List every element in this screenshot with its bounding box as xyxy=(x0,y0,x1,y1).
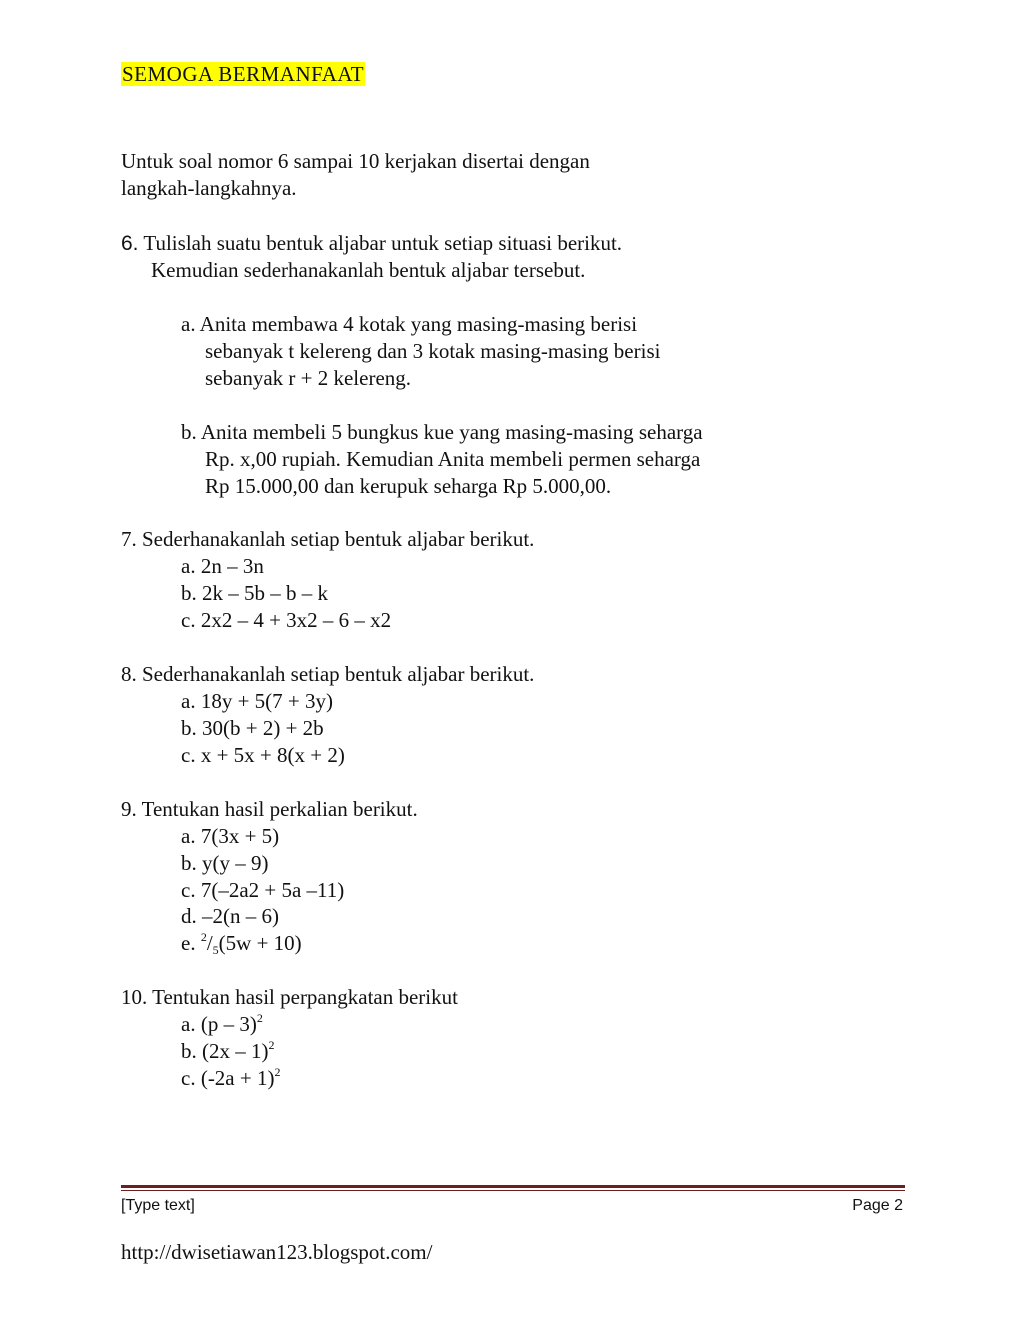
q9-e-rest: (5w + 10) xyxy=(218,931,302,955)
q6-text-1: Tulislah suatu bentuk aljabar untuk setiap situasi berikut. xyxy=(138,231,623,255)
q6b-line-1: b. Anita membeli 5 bungkus kue yang masing-masing seharga xyxy=(181,420,703,444)
intro-line-2: langkah-langkahnya. xyxy=(121,176,297,200)
intro-line-1: Untuk soal nomor 6 sampai 10 kerjakan disertai dengan xyxy=(121,149,590,173)
q7-item-a: a. 2n – 3n xyxy=(181,554,264,578)
q6a-line-1: a. Anita membawa 4 kotak yang masing-masing berisi xyxy=(181,312,638,336)
q6b-line-2: Rp. x,00 rupiah. Kemudian Anita membeli permen seharga xyxy=(205,447,701,471)
footer-divider-thin xyxy=(121,1190,905,1191)
q10-c-text: c. (-2a + 1) xyxy=(181,1066,275,1090)
q10-a-exponent: 2 xyxy=(256,1011,263,1025)
q7-item-b: b. 2k – 5b – b – k xyxy=(181,581,328,605)
q10-c-exponent: 2 xyxy=(274,1065,281,1079)
q9-item-c: c. 7(–2a2 + 5a –11) xyxy=(181,878,345,902)
q6-line-1 xyxy=(121,230,622,257)
q9-e-prefix: e. xyxy=(181,931,201,955)
q10-b-exponent: 2 xyxy=(268,1038,275,1052)
q6-line-2: Kemudian sederhanakanlah bentuk aljabar tersebut. xyxy=(151,258,586,282)
q9-item-e xyxy=(181,930,302,957)
q10-b-text: b. (2x – 1) xyxy=(181,1039,269,1063)
q9-title: 9. Tentukan hasil perkalian berikut. xyxy=(121,797,418,821)
q8-title: 8. Sederhanakanlah setiap bentuk aljabar berikut. xyxy=(121,662,535,686)
banner-heading xyxy=(121,61,365,88)
q8-item-a: a. 18y + 5(7 + 3y) xyxy=(181,689,333,713)
footer-left-text: [Type text] xyxy=(121,1197,195,1214)
q10-title: 10. Tentukan hasil perpangkatan berikut xyxy=(121,985,458,1009)
q9-item-a: a. 7(3x + 5) xyxy=(181,824,280,848)
q9-item-b: b. y(y – 9) xyxy=(181,851,269,875)
q6b-line-3: Rp 15.000,00 dan kerupuk seharga Rp 5.000,00. xyxy=(205,474,612,498)
q9-e-numerator: 2 xyxy=(200,930,207,944)
footer-url[interactable]: http://dwisetiawan123.blogspot.com/ xyxy=(121,1240,433,1264)
q8-item-b: b. 30(b + 2) + 2b xyxy=(181,716,324,740)
q8-item-c: c. x + 5x + 8(x + 2) xyxy=(181,743,345,767)
q9-e-denominator: 5 xyxy=(212,943,219,957)
q10-item-a xyxy=(181,1011,263,1038)
highlighted-banner: SEMOGA BERMANFAAT xyxy=(122,62,365,86)
q7-title: 7. Sederhanakanlah setiap bentuk aljabar berikut. xyxy=(121,527,535,551)
q9-e-slash: / xyxy=(206,931,213,955)
footer-page-number: Page 2 xyxy=(852,1197,903,1214)
q10-item-b xyxy=(181,1038,275,1065)
q7-item-c: c. 2x2 – 4 + 3x2 – 6 – x2 xyxy=(181,608,392,632)
q10-a-text: a. (p – 3) xyxy=(181,1012,257,1036)
footer-divider-thick xyxy=(121,1185,905,1188)
q9-item-d: d. –2(n – 6) xyxy=(181,904,279,928)
q6-number: 6. xyxy=(121,232,139,255)
q10-item-c xyxy=(181,1065,280,1092)
q6a-line-3: sebanyak r + 2 kelereng. xyxy=(205,366,412,390)
q6a-line-2: sebanyak t kelereng dan 3 kotak masing-masing berisi xyxy=(205,339,661,363)
